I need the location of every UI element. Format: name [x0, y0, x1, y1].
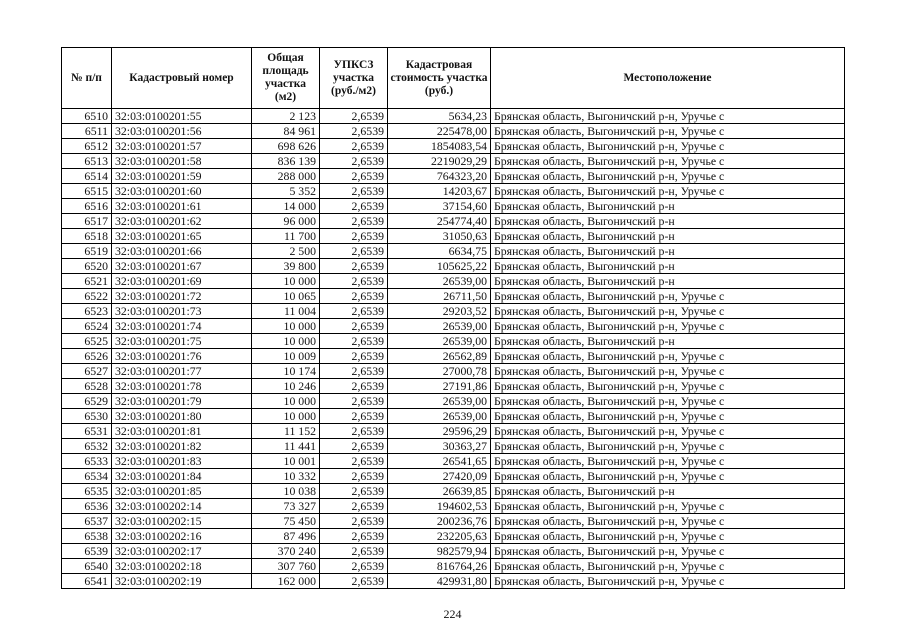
- row-number: 6525: [62, 334, 112, 349]
- cadastral-cost-cell: 30363,27: [388, 439, 491, 454]
- cadastral-cost-cell: 26539,00: [388, 334, 491, 349]
- table-body: [62, 109, 845, 589]
- cadastral-number-cell: 32:03:0100201:76: [112, 349, 252, 364]
- cadastral-number-cell: 32:03:0100201:62: [112, 214, 252, 229]
- area-cell: 11 700: [252, 229, 320, 244]
- area-cell: 10 038: [252, 484, 320, 499]
- area-cell: 10 001: [252, 454, 320, 469]
- area-cell: 5 352: [252, 184, 320, 199]
- table-row: [62, 199, 845, 214]
- area-cell: 162 000: [252, 574, 320, 589]
- location-cell: Брянская область, Выгоничский р-н, Уручье с: [491, 469, 845, 484]
- cadastral-cost-cell: 27191,86: [388, 379, 491, 394]
- area-cell: 73 327: [252, 499, 320, 514]
- area-cell: 10 000: [252, 394, 320, 409]
- area-cell: 836 139: [252, 154, 320, 169]
- location-cell: Брянская область, Выгоничский р-н, Уручье с: [491, 289, 845, 304]
- cadastral-cost-cell: 27000,78: [388, 364, 491, 379]
- location-cell: Брянская область, Выгоничский р-н, Уручье с: [491, 439, 845, 454]
- table-row: [62, 244, 845, 259]
- area-cell: 10 000: [252, 409, 320, 424]
- header-area: Общая площадь участка (м2): [252, 48, 320, 109]
- location-cell: Брянская область, Выгоничский р-н: [491, 334, 845, 349]
- rate-cell: 2,6539: [320, 154, 388, 169]
- table-row: [62, 109, 845, 124]
- cadastral-number-cell: 32:03:0100201:74: [112, 319, 252, 334]
- table-row: [62, 124, 845, 139]
- rate-cell: 2,6539: [320, 184, 388, 199]
- cadastral-number-cell: 32:03:0100201:59: [112, 169, 252, 184]
- area-cell: 10 000: [252, 274, 320, 289]
- header-cadastral-cost: Кадастровая стоимость участка (руб.): [388, 48, 491, 109]
- table-row: [62, 469, 845, 484]
- row-number: 6520: [62, 259, 112, 274]
- header-location: Местоположение: [491, 48, 845, 109]
- cadastral-cost-cell: 764323,20: [388, 169, 491, 184]
- area-cell: 10 065: [252, 289, 320, 304]
- table-row: [62, 514, 845, 529]
- cadastral-number-cell: 32:03:0100201:69: [112, 274, 252, 289]
- cadastral-cost-cell: 254774,40: [388, 214, 491, 229]
- cadastral-number-cell: 32:03:0100201:66: [112, 244, 252, 259]
- cadastral-cost-cell: 232205,63: [388, 529, 491, 544]
- area-cell: 370 240: [252, 544, 320, 559]
- location-cell: Брянская область, Выгоничский р-н, Уручье с: [491, 364, 845, 379]
- table-row: [62, 319, 845, 334]
- cadastral-cost-cell: 31050,63: [388, 229, 491, 244]
- row-number: 6514: [62, 169, 112, 184]
- cadastral-number-cell: 32:03:0100201:67: [112, 259, 252, 274]
- cadastral-number-cell: 32:03:0100201:56: [112, 124, 252, 139]
- row-number: 6519: [62, 244, 112, 259]
- location-cell: Брянская область, Выгоничский р-н, Уручье с: [491, 529, 845, 544]
- table-row: [62, 529, 845, 544]
- cadastral-number-cell: 32:03:0100201:85: [112, 484, 252, 499]
- rate-cell: 2,6539: [320, 139, 388, 154]
- rate-cell: 2,6539: [320, 559, 388, 574]
- cadastral-number-cell: 32:03:0100201:75: [112, 334, 252, 349]
- row-number: 6537: [62, 514, 112, 529]
- row-number: 6538: [62, 529, 112, 544]
- table-row: [62, 484, 845, 499]
- cadastral-cost-cell: 26539,00: [388, 409, 491, 424]
- row-number: 6524: [62, 319, 112, 334]
- row-number: 6511: [62, 124, 112, 139]
- location-cell: Брянская область, Выгоничский р-н, Уручье с: [491, 124, 845, 139]
- location-cell: Брянская область, Выгоничский р-н, Уручье с: [491, 109, 845, 124]
- area-cell: 75 450: [252, 514, 320, 529]
- table-row: [62, 499, 845, 514]
- cadastral-cost-cell: 6634,75: [388, 244, 491, 259]
- cadastral-number-cell: 32:03:0100201:83: [112, 454, 252, 469]
- area-cell: 10 000: [252, 319, 320, 334]
- cadastral-number-cell: 32:03:0100201:60: [112, 184, 252, 199]
- location-cell: Брянская область, Выгоничский р-н, Уручье с: [491, 409, 845, 424]
- rate-cell: 2,6539: [320, 454, 388, 469]
- area-cell: 10 009: [252, 349, 320, 364]
- location-cell: Брянская область, Выгоничский р-н: [491, 484, 845, 499]
- location-cell: Брянская область, Выгоничский р-н, Уручье с: [491, 394, 845, 409]
- table-row: [62, 364, 845, 379]
- area-cell: 2 500: [252, 244, 320, 259]
- table-row: [62, 274, 845, 289]
- row-number: 6528: [62, 379, 112, 394]
- table-row: [62, 139, 845, 154]
- rate-cell: 2,6539: [320, 349, 388, 364]
- rate-cell: 2,6539: [320, 409, 388, 424]
- rate-cell: 2,6539: [320, 394, 388, 409]
- rate-cell: 2,6539: [320, 274, 388, 289]
- cadastral-cost-cell: 26539,00: [388, 394, 491, 409]
- cadastral-cost-cell: 194602,53: [388, 499, 491, 514]
- rate-cell: 2,6539: [320, 199, 388, 214]
- header-row: [62, 48, 845, 109]
- cadastral-number-cell: 32:03:0100201:80: [112, 409, 252, 424]
- cadastral-cost-cell: 26639,85: [388, 484, 491, 499]
- cadastral-cost-cell: 26539,00: [388, 319, 491, 334]
- rate-cell: 2,6539: [320, 379, 388, 394]
- cadastral-number-cell: 32:03:0100201:61: [112, 199, 252, 214]
- header-rate: УПКСЗ участка (руб./м2): [320, 48, 388, 109]
- cadastral-cost-cell: 105625,22: [388, 259, 491, 274]
- row-number: 6532: [62, 439, 112, 454]
- row-number: 6527: [62, 364, 112, 379]
- table-row: [62, 304, 845, 319]
- area-cell: 11 004: [252, 304, 320, 319]
- row-number: 6530: [62, 409, 112, 424]
- area-cell: 10 332: [252, 469, 320, 484]
- row-number: 6526: [62, 349, 112, 364]
- cadastral-cost-cell: 29203,52: [388, 304, 491, 319]
- location-cell: Брянская область, Выгоничский р-н: [491, 259, 845, 274]
- table-header: [62, 48, 845, 109]
- cadastral-cost-cell: 37154,60: [388, 199, 491, 214]
- rate-cell: 2,6539: [320, 259, 388, 274]
- cadastral-number-cell: 32:03:0100201:65: [112, 229, 252, 244]
- area-cell: 307 760: [252, 559, 320, 574]
- location-cell: Брянская область, Выгоничский р-н, Уручье с: [491, 319, 845, 334]
- location-cell: Брянская область, Выгоничский р-н: [491, 214, 845, 229]
- location-cell: Брянская область, Выгоничский р-н, Уручье с: [491, 559, 845, 574]
- row-number: 6513: [62, 154, 112, 169]
- location-cell: Брянская область, Выгоничский р-н, Уручье с: [491, 139, 845, 154]
- cadastral-number-cell: 32:03:0100201:55: [112, 109, 252, 124]
- table-row: [62, 334, 845, 349]
- row-number: 6541: [62, 574, 112, 589]
- area-cell: 10 174: [252, 364, 320, 379]
- location-cell: Брянская область, Выгоничский р-н: [491, 274, 845, 289]
- cadastral-number-cell: 32:03:0100202:18: [112, 559, 252, 574]
- cadastral-number-cell: 32:03:0100201:57: [112, 139, 252, 154]
- location-cell: Брянская область, Выгоничский р-н, Уручье с: [491, 574, 845, 589]
- row-number: 6534: [62, 469, 112, 484]
- area-cell: 2 123: [252, 109, 320, 124]
- area-cell: 11 152: [252, 424, 320, 439]
- cadastral-cost-cell: 200236,76: [388, 514, 491, 529]
- cadastral-number-cell: 32:03:0100201:81: [112, 424, 252, 439]
- cadastral-number-cell: 32:03:0100201:58: [112, 154, 252, 169]
- rate-cell: 2,6539: [320, 109, 388, 124]
- rate-cell: 2,6539: [320, 214, 388, 229]
- row-number: 6523: [62, 304, 112, 319]
- location-cell: Брянская область, Выгоничский р-н, Уручье с: [491, 379, 845, 394]
- rate-cell: 2,6539: [320, 169, 388, 184]
- location-cell: Брянская область, Выгоничский р-н, Уручье с: [491, 424, 845, 439]
- rate-cell: 2,6539: [320, 334, 388, 349]
- cadastral-number-cell: 32:03:0100202:19: [112, 574, 252, 589]
- location-cell: Брянская область, Выгоничский р-н, Уручье с: [491, 499, 845, 514]
- cadastral-cost-cell: 429931,80: [388, 574, 491, 589]
- location-cell: Брянская область, Выгоничский р-н: [491, 199, 845, 214]
- cadastral-cost-cell: 816764,26: [388, 559, 491, 574]
- row-number: 6515: [62, 184, 112, 199]
- table-row: [62, 454, 845, 469]
- table-row: [62, 184, 845, 199]
- cadastral-cost-cell: 26539,00: [388, 274, 491, 289]
- area-cell: 698 626: [252, 139, 320, 154]
- row-number: 6540: [62, 559, 112, 574]
- cadastral-number-cell: 32:03:0100202:14: [112, 499, 252, 514]
- header-cadastral-number: Кадастровый номер: [112, 48, 252, 109]
- cadastral-cost-cell: 225478,00: [388, 124, 491, 139]
- area-cell: 288 000: [252, 169, 320, 184]
- rate-cell: 2,6539: [320, 124, 388, 139]
- page-number: 224: [443, 607, 462, 621]
- cadastral-cost-cell: 26562,89: [388, 349, 491, 364]
- table-row: [62, 559, 845, 574]
- location-cell: Брянская область, Выгоничский р-н, Уручье с: [491, 454, 845, 469]
- table-row: [62, 409, 845, 424]
- rate-cell: 2,6539: [320, 469, 388, 484]
- location-cell: Брянская область, Выгоничский р-н, Уручье с: [491, 349, 845, 364]
- cadastral-number-cell: 32:03:0100201:77: [112, 364, 252, 379]
- location-cell: Брянская область, Выгоничский р-н, Уручье с: [491, 304, 845, 319]
- rate-cell: 2,6539: [320, 304, 388, 319]
- row-number: 6510: [62, 109, 112, 124]
- location-cell: Брянская область, Выгоничский р-н, Уручье с: [491, 154, 845, 169]
- location-cell: Брянская область, Выгоничский р-н, Уручье с: [491, 184, 845, 199]
- cadastral-number-cell: 32:03:0100201:84: [112, 469, 252, 484]
- rate-cell: 2,6539: [320, 439, 388, 454]
- table-row: [62, 379, 845, 394]
- header-num: № п/п: [62, 48, 112, 109]
- rate-cell: 2,6539: [320, 319, 388, 334]
- location-cell: Брянская область, Выгоничский р-н, Уручье с: [491, 514, 845, 529]
- row-number: 6521: [62, 274, 112, 289]
- location-cell: Брянская область, Выгоничский р-н, Уручье с: [491, 544, 845, 559]
- location-cell: Брянская область, Выгоничский р-н: [491, 244, 845, 259]
- row-number: 6518: [62, 229, 112, 244]
- row-number: 6531: [62, 424, 112, 439]
- row-number: 6539: [62, 544, 112, 559]
- area-cell: 96 000: [252, 214, 320, 229]
- cadastral-number-cell: 32:03:0100201:78: [112, 379, 252, 394]
- rate-cell: 2,6539: [320, 424, 388, 439]
- table-row: [62, 259, 845, 274]
- table-row: [62, 574, 845, 589]
- cadastral-number-cell: 32:03:0100202:16: [112, 529, 252, 544]
- table-row: [62, 214, 845, 229]
- location-cell: Брянская область, Выгоничский р-н: [491, 229, 845, 244]
- table-row: [62, 544, 845, 559]
- cadastral-cost-cell: 2219029,29: [388, 154, 491, 169]
- cadastral-value-table: [61, 47, 845, 589]
- rate-cell: 2,6539: [320, 514, 388, 529]
- table-row: [62, 439, 845, 454]
- cadastral-number-cell: 32:03:0100201:79: [112, 394, 252, 409]
- area-cell: 87 496: [252, 529, 320, 544]
- rate-cell: 2,6539: [320, 499, 388, 514]
- table-row: [62, 154, 845, 169]
- cadastral-cost-cell: 5634,23: [388, 109, 491, 124]
- cadastral-cost-cell: 982579,94: [388, 544, 491, 559]
- area-cell: 11 441: [252, 439, 320, 454]
- row-number: 6536: [62, 499, 112, 514]
- area-cell: 14 000: [252, 199, 320, 214]
- row-number: 6516: [62, 199, 112, 214]
- rate-cell: 2,6539: [320, 229, 388, 244]
- area-cell: 84 961: [252, 124, 320, 139]
- row-number: 6529: [62, 394, 112, 409]
- area-cell: 10 000: [252, 334, 320, 349]
- cadastral-cost-cell: 26711,50: [388, 289, 491, 304]
- table-row: [62, 169, 845, 184]
- row-number: 6517: [62, 214, 112, 229]
- row-number: 6533: [62, 454, 112, 469]
- cadastral-number-cell: 32:03:0100201:72: [112, 289, 252, 304]
- rate-cell: 2,6539: [320, 289, 388, 304]
- cadastral-number-cell: 32:03:0100202:17: [112, 544, 252, 559]
- cadastral-number-cell: 32:03:0100201:73: [112, 304, 252, 319]
- table-row: [62, 424, 845, 439]
- row-number: 6522: [62, 289, 112, 304]
- rate-cell: 2,6539: [320, 544, 388, 559]
- rate-cell: 2,6539: [320, 364, 388, 379]
- rate-cell: 2,6539: [320, 244, 388, 259]
- cadastral-cost-cell: 26541,65: [388, 454, 491, 469]
- table-row: [62, 349, 845, 364]
- table-row: [62, 229, 845, 244]
- cadastral-cost-cell: 1854083,54: [388, 139, 491, 154]
- area-cell: 39 800: [252, 259, 320, 274]
- row-number: 6535: [62, 484, 112, 499]
- rate-cell: 2,6539: [320, 484, 388, 499]
- location-cell: Брянская область, Выгоничский р-н, Уручье с: [491, 169, 845, 184]
- cadastral-cost-cell: 29596,29: [388, 424, 491, 439]
- rate-cell: 2,6539: [320, 529, 388, 544]
- row-number: 6512: [62, 139, 112, 154]
- cadastral-number-cell: 32:03:0100202:15: [112, 514, 252, 529]
- table-row: [62, 394, 845, 409]
- table-row: [62, 289, 845, 304]
- cadastral-number-cell: 32:03:0100201:82: [112, 439, 252, 454]
- area-cell: 10 246: [252, 379, 320, 394]
- cadastral-cost-cell: 27420,09: [388, 469, 491, 484]
- rate-cell: 2,6539: [320, 574, 388, 589]
- cadastral-cost-cell: 14203,67: [388, 184, 491, 199]
